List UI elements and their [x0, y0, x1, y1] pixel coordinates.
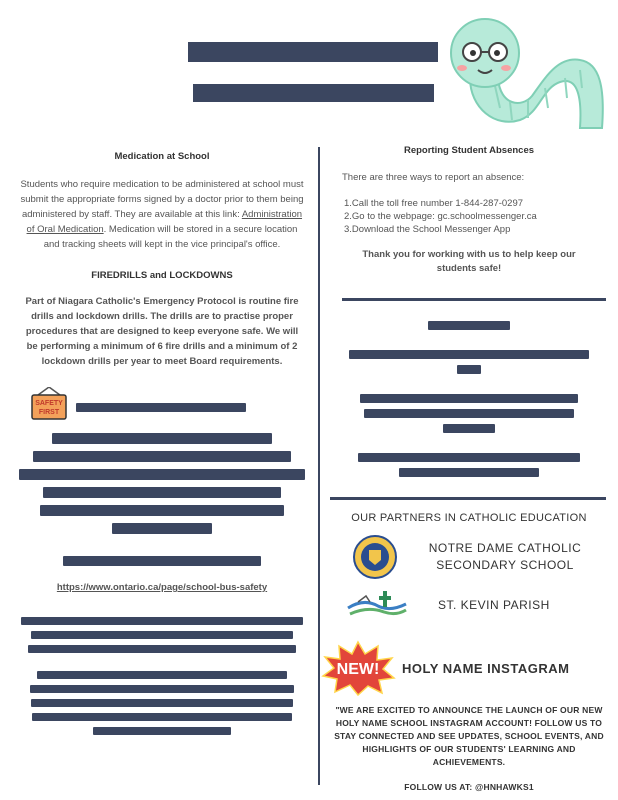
absences-intro: There are three ways to report an absence: [342, 172, 525, 183]
absences-title: Reporting Student Absences [403, 145, 535, 156]
left-column [14, 145, 310, 735]
oral-medication-link[interactable]: Administration of Oral Medication [26, 209, 303, 235]
instagram-title: HOLY NAME INSTAGRAM [402, 660, 570, 676]
right-column [330, 145, 608, 794]
medication-body [14, 177, 310, 252]
medication-body-text: Students who require medication to be administered at school must submit the appropriate forms signed by a doctor prior to them being administered by staff. They are available at this link: [20, 179, 304, 220]
absence-step: 1.Call the toll free number 1-844-287-0297 [344, 198, 524, 209]
safety-first-sign-icon [30, 387, 68, 423]
notre-dame-name-1: NOTRE DAME CATHOLIC [428, 541, 582, 555]
partners-title: OUR PARTNERS IN CATHOLIC EDUCATION [351, 512, 587, 524]
st-kevin-name: ST. KEVIN PARISH [438, 597, 550, 612]
bus-safety-redacted-paragraph [14, 433, 310, 534]
notre-dame-name-2: SECONDARY SCHOOL [436, 558, 574, 572]
partner-st-kevin [330, 588, 608, 622]
drills-body: Part of Niagara Catholic's Emergency Protocol is routine fire drills and lockdown drills. The drills are to practise proper procedures that are designed to keep everyone safe. We will be performing a minimum of 6 fire drills and a minimum of 2 lockdown drills per year to meet Board requirements. [25, 296, 299, 367]
st-kevin-parish-logo-icon [344, 588, 410, 622]
redacted-paragraph-2 [14, 671, 310, 735]
sign-text-1: SAFETY [35, 400, 63, 407]
instagram-header [320, 640, 608, 696]
header-subtitle-redacted [193, 84, 434, 102]
instagram-follow[interactable]: FOLLOW US AT: @HNHAWKS1 [404, 782, 534, 792]
notre-dame-crest-icon [348, 534, 402, 580]
absence-step: 2.Go to the webpage: gc.schoolmessenger.ca [344, 211, 537, 222]
medication-title: Medication at School [114, 151, 210, 162]
bus-safety-link[interactable]: https://www.ontario.ca/page/school-bus-safety [56, 582, 268, 593]
absences-steps [330, 197, 608, 236]
absence-step: 3.Download the School Messenger App [344, 224, 511, 235]
header-title-redacted [188, 42, 438, 62]
worm-mascot-icon [440, 8, 610, 136]
instagram-body: "WE ARE EXCITED TO ANNOUNCE THE LAUNCH OF OUR NEW HOLY NAME SCHOOL INSTAGRAM ACCOUNT! FOLLOW US TO STAY CONNECTED AND SEE UPDATES, SCHOOL EVENTS, AND HIGHLIGHTS OF OUR STUDENTS' LEARNING AND ACHIEVEMENTS. [334, 705, 604, 767]
sign-text-2: FIRST [38, 409, 60, 416]
section-divider [342, 298, 606, 301]
safety-heading-row [14, 387, 310, 423]
safety-heading-redacted [76, 403, 246, 412]
redacted-block [330, 321, 608, 477]
partner-notre-dame [330, 534, 608, 580]
new-burst-badge-icon [320, 640, 396, 696]
absences-thanks: Thank you for working with us to help keep our students safe! [362, 249, 576, 274]
drills-title: FIREDRILLS and LOCKDOWNS [91, 270, 233, 281]
new-badge-text: NEW! [336, 661, 380, 678]
section-divider [330, 497, 606, 500]
redacted-paragraph-1 [14, 617, 310, 653]
redacted-line [63, 556, 261, 566]
medication-body-text-end: . Medication will be stored in a secure location and tracking sheets will kept in the vice principal's office. [43, 224, 298, 250]
